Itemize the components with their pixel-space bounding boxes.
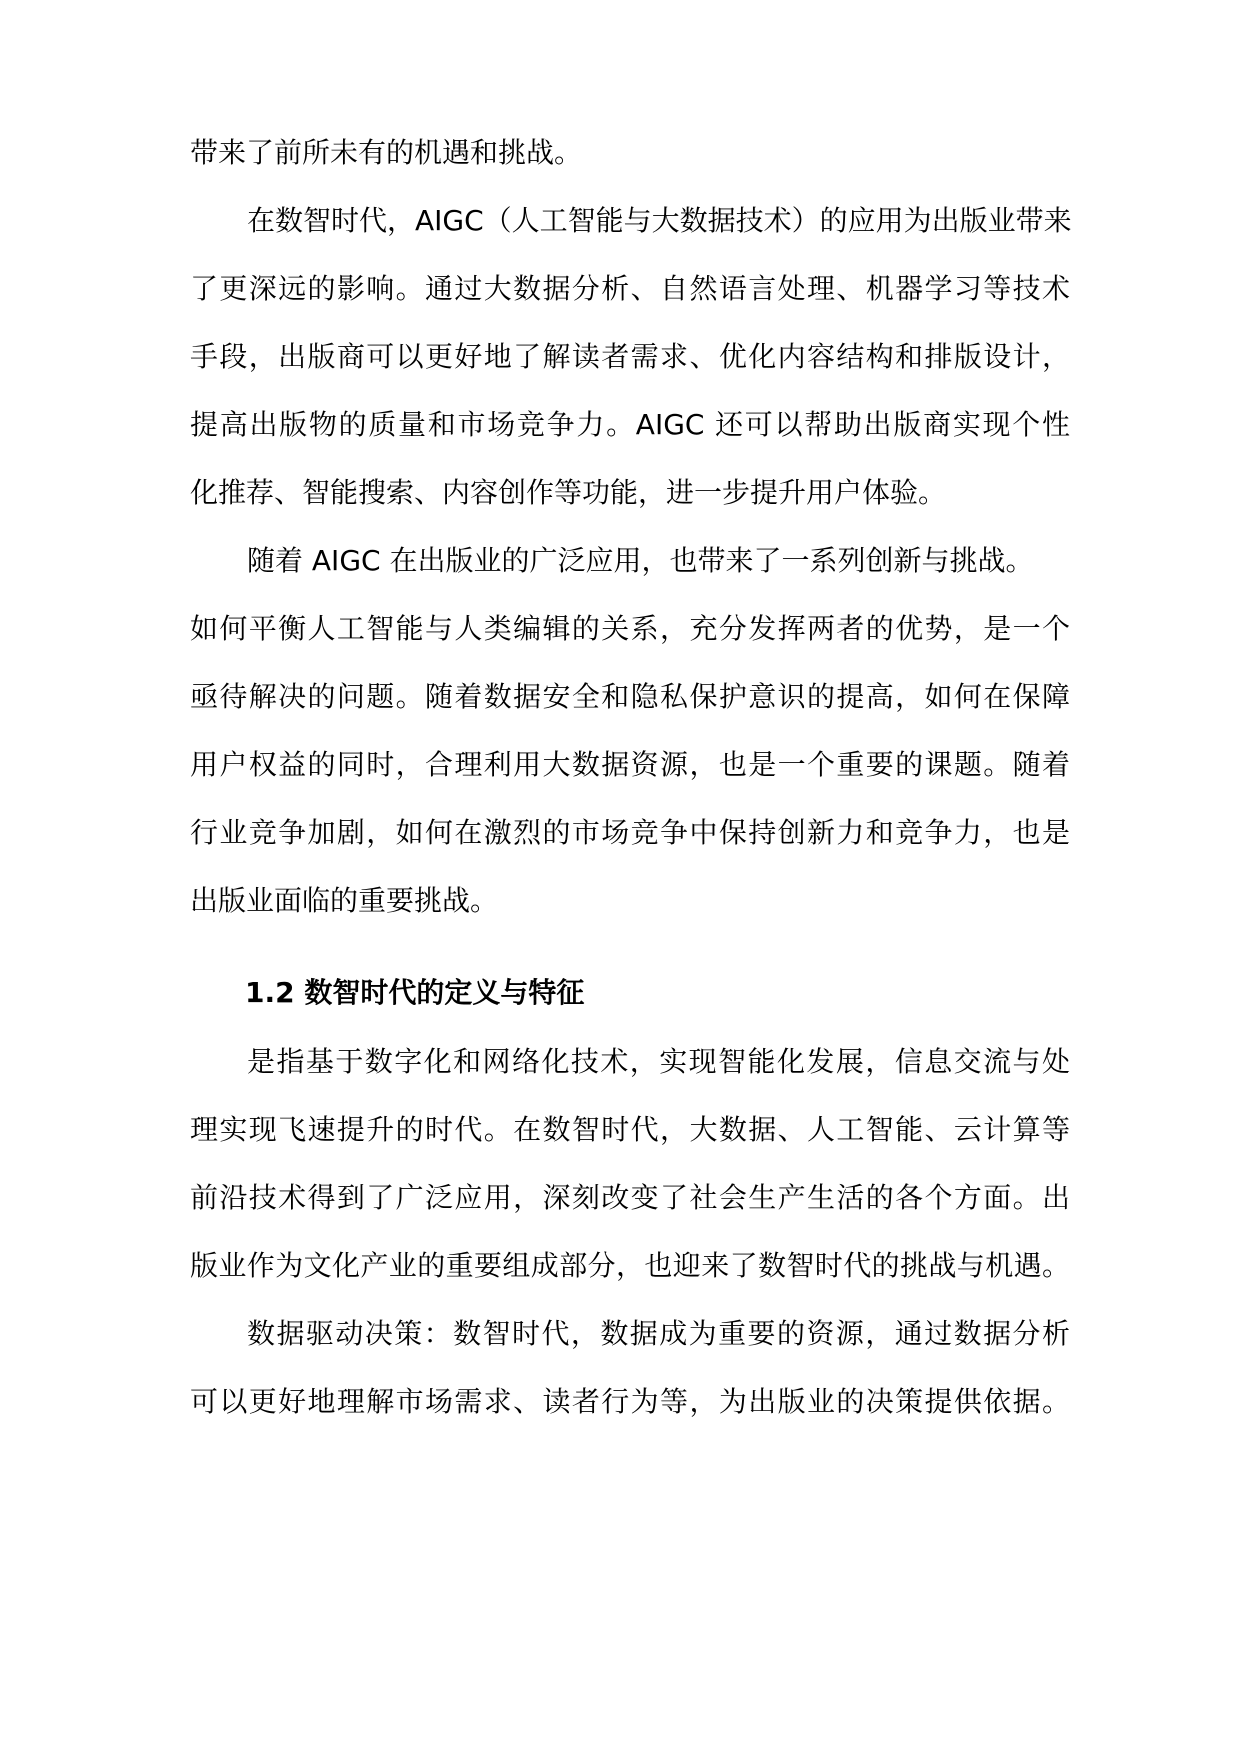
paragraph-line: 数据驱动决策：数智时代，数据成为重要的资源，通过数据分析	[247, 1317, 1070, 1350]
paragraph-line: 版业作为文化产业的重要组成部分，也迎来了数智时代的挑战与机遇。	[190, 1249, 1070, 1282]
paragraph-line: 手段，出版商可以更好地了解读者需求、优化内容结构和排版设计，	[190, 340, 1070, 373]
paragraph-line: 提高出版物的质量和市场竞争力。AIGC 还可以帮助出版商实现个性	[190, 408, 1070, 441]
paragraph-line: 前沿技术得到了广泛应用，深刻改变了社会生产生活的各个方面。出	[190, 1181, 1070, 1214]
paragraph-line: 如何平衡人工智能与人类编辑的关系，充分发挥两者的优势，是一个	[190, 612, 1070, 645]
paragraph-line: 行业竞争加剧，如何在激烈的市场竞争中保持创新力和竞争力，也是	[190, 816, 1070, 849]
paragraph-line: 了更深远的影响。通过大数据分析、自然语言处理、机器学习等技术	[190, 272, 1070, 305]
paragraph-line: 是指基于数字化和网络化技术，实现智能化发展，信息交流与处	[247, 1045, 1070, 1078]
paragraph-line: 理实现飞速提升的时代。在数智时代，大数据、人工智能、云计算等	[190, 1113, 1070, 1146]
paragraph-line: 出版业面临的重要挑战。	[190, 884, 499, 917]
paragraph-line: 带来了前所未有的机遇和挑战。	[190, 136, 583, 169]
paragraph-line: 在数智时代，AIGC（人工智能与大数据技术）的应用为出版业带来	[247, 204, 1072, 237]
paragraph-line: 随着 AIGC 在出版业的广泛应用，也带来了一系列创新与挑战。	[247, 544, 1034, 577]
paragraph-line: 化推荐、智能搜索、内容创作等功能，进一步提升用户体验。	[190, 476, 947, 509]
paragraph-line: 可以更好地理解市场需求、读者行为等，为出版业的决策提供依据。	[190, 1385, 1070, 1418]
paragraph-line: 亟待解决的问题。随着数据安全和隐私保护意识的提高，如何在保障	[190, 680, 1070, 713]
section-heading: 1.2 数智时代的定义与特征	[245, 976, 585, 1009]
paragraph-line: 用户权益的同时，合理利用大数据资源，也是一个重要的课题。随着	[190, 748, 1070, 781]
